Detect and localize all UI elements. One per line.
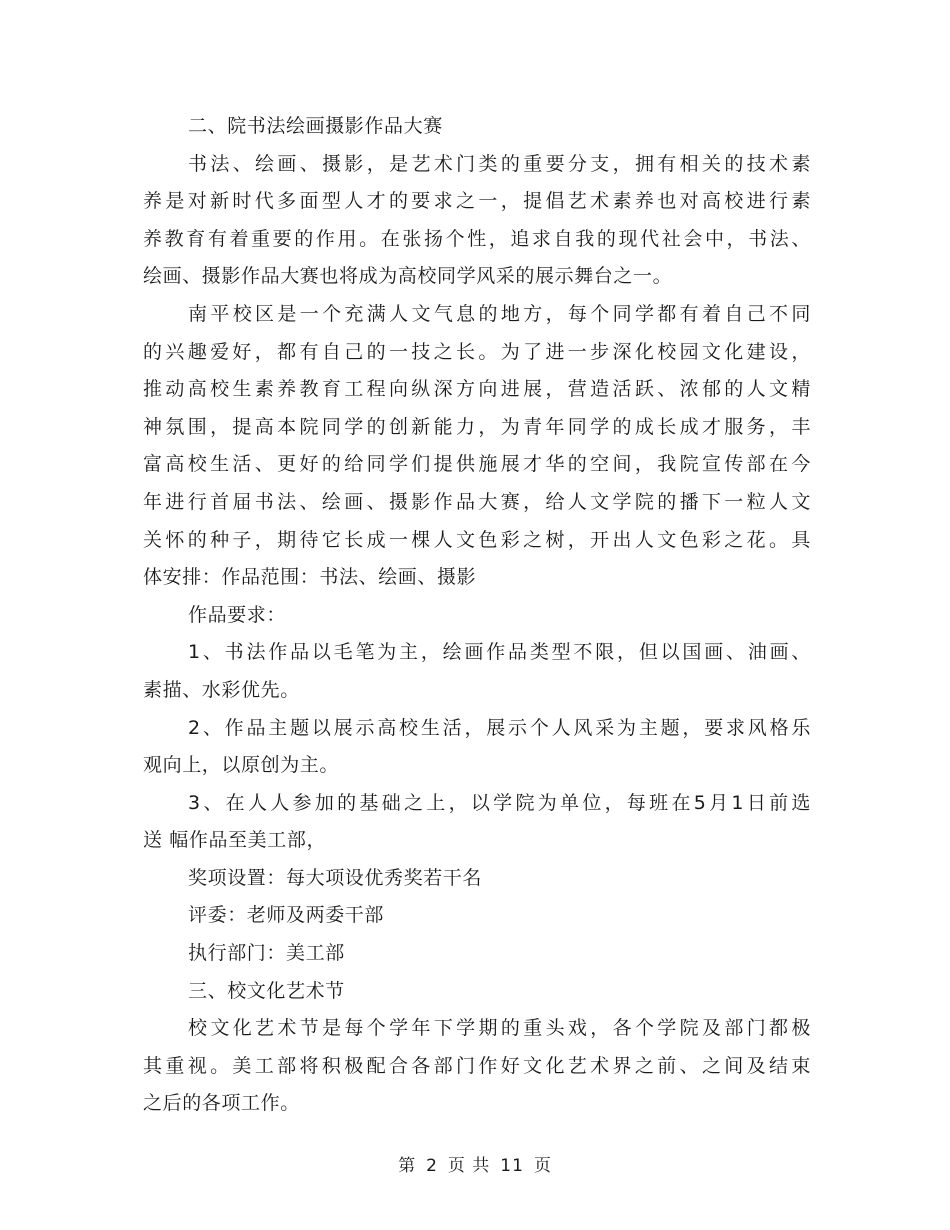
text-line: 书法、绘画、摄影，是艺术门类的重要分支，拥有相关的技术素 [188, 152, 811, 175]
footer-prefix: 第 [398, 1156, 417, 1176]
text-line: 2、作品主题以展示高校生活，展示个人风采为主题，要求风格乐 [188, 716, 811, 739]
text-line: 养教育有着重要的作用。在张扬个性，追求自我的现代社会中，书法、 [143, 227, 811, 250]
text-line: 神氛围，提高本院同学的创新能力，为青年同学的成长成才服务，丰 [143, 415, 811, 438]
document-body [143, 108, 811, 1123]
text-line: 送 幅作品至美工部， [143, 829, 327, 852]
text-line: 三、校文化艺术节 [188, 979, 345, 1002]
total-pages-number: 11 [500, 1156, 524, 1176]
text-line: 作品要求： [188, 603, 287, 626]
text-line: 其重视。美工部将积极配合各部门作好文化艺术界之前、之间及结束 [143, 1054, 811, 1077]
text-line: 校文化艺术节是每个学年下学期的重头戏，各个学院及部门都极 [188, 1017, 811, 1040]
text-line: 养是对新时代多面型人才的要求之一，提倡艺术素养也对高校进行素 [143, 190, 811, 213]
text-line: 富高校生活、更好的给同学们提供施展才华的空间，我院宣传部在今 [143, 453, 811, 476]
text-line: 体安排：作品范围：书法、绘画、摄影 [143, 566, 477, 589]
text-line: 奖项设置：每大项设优秀奖若干名 [188, 866, 483, 889]
footer-middle: 页 共 [447, 1156, 491, 1176]
text-line: 执行部门：美工部 [188, 942, 345, 965]
current-page-number: 2 [426, 1156, 438, 1176]
text-line: 年进行首届书法、绘画、摄影作品大赛，给人文学院的播下一粒人文 [143, 490, 811, 513]
text-line: 二、院书法绘画摄影作品大赛 [188, 115, 443, 137]
text-line: 的兴趣爱好，都有自己的一技之长。为了进一步深化校园文化建设， [143, 340, 811, 363]
text-line: 南平校区是一个充满人文气息的地方，每个同学都有着自己不同 [188, 302, 811, 325]
text-line: 1、书法作品以毛笔为主，绘画作品类型不限，但以国画、油画、 [188, 641, 811, 664]
text-line: 关怀的种子，期待它长成一棵人文色彩之树，开出人文色彩之花。具 [143, 528, 811, 551]
text-line: 推动高校生素养教育工程向纵深方向进展，营造活跃、浓郁的人文精 [143, 378, 811, 401]
text-line: 观向上，以原创为主。 [143, 754, 340, 777]
text-line: 评委：老师及两委干部 [188, 904, 385, 927]
text-line: 之后的各项工作。 [143, 1092, 300, 1115]
page-footer [0, 1154, 950, 1178]
text-line: 绘画、摄影作品大赛也将成为高校同学风采的展示舞台之一。 [143, 265, 673, 288]
footer-suffix: 页 [533, 1156, 552, 1176]
text-line: 素描、水彩优先。 [143, 678, 300, 701]
text-line: 3、在人人参加的基础之上，以学院为单位，每班在5月1日前选 [188, 791, 811, 814]
